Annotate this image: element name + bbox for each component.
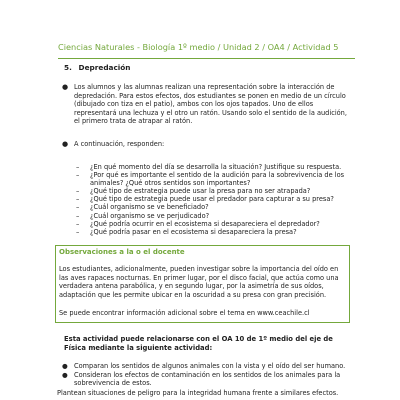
list-item xyxy=(76,212,356,220)
observations-link-text: Se puede encontrar información adicional sobre el tema en www.ceachile.cl xyxy=(59,309,310,317)
section-number: 5. xyxy=(64,63,72,72)
relation-bullet-list xyxy=(62,362,348,388)
dash-icon: – xyxy=(76,171,80,180)
dash-icon: – xyxy=(76,187,80,196)
list-item xyxy=(62,362,348,371)
question-text: ¿Qué tipo de estrategia puede usar el predador para capturar a su presa? xyxy=(90,195,334,204)
question-text: ¿Cuál organismo se ve perjudicado? xyxy=(90,211,210,220)
header-divider xyxy=(58,58,355,59)
bullet-icon: ● xyxy=(62,140,69,148)
list-item xyxy=(76,195,356,203)
followup-bullet xyxy=(62,140,352,149)
followup-text: A continuación, responden: xyxy=(74,140,165,148)
question-list xyxy=(76,163,356,236)
relation-bullet-text: Consideran los efectos de contaminación en los sentidos de los animales para la sobrevivencia de estos. xyxy=(74,370,341,388)
bullet-icon: ● xyxy=(62,83,69,91)
dash-icon: – xyxy=(76,211,80,220)
question-text: ¿En qué momento del día se desarrolla la situación? Justifique su respuesta. xyxy=(90,163,342,171)
relation-paragraph: Esta actividad puede relacionarse con el OA 10 de 1º medio del eje de Física mediante la siguiente actividad: xyxy=(64,335,333,352)
list-item xyxy=(62,371,348,388)
list-item xyxy=(76,163,356,171)
bullet-icon: ● xyxy=(62,370,68,379)
list-item xyxy=(76,228,356,236)
dash-icon: – xyxy=(76,227,80,236)
list-item xyxy=(76,220,356,228)
intro-text: Los alumnos y las alumnas realizan una representación sobre la interacción de depredación. Para estos efectos, dos estudiantes se ponen en medio de un círculo (dibujado con tiza en el patio), ambos con los ojos tapados. Uno de ellos representará una lechuza y el otro un ratón. Usando solo el sentido de la audición, el primero trata de atrapar al ratón. xyxy=(74,83,347,126)
dash-icon: – xyxy=(76,203,80,212)
section-heading xyxy=(64,63,131,72)
list-item xyxy=(76,171,356,187)
section-title: Depredación xyxy=(78,63,131,72)
list-item xyxy=(76,187,356,195)
question-text: ¿Qué podría pasar en el ecosistema si desapareciera la presa? xyxy=(90,227,297,236)
dash-icon: – xyxy=(76,163,80,171)
dash-icon: – xyxy=(76,219,80,228)
dash-icon: – xyxy=(76,195,80,204)
intro-bullet xyxy=(62,83,352,126)
footer-text: Plantean situaciones de peligro para la integridad humana frente a similares efectos. xyxy=(57,389,339,397)
observations-title: Observaciones a la o el docente xyxy=(59,248,185,256)
bullet-icon: ● xyxy=(62,362,68,370)
question-text: ¿Cuál organismo se ve beneficiado? xyxy=(90,203,209,212)
question-text: ¿Por qué es importante el sentido de la audición para la sobrevivencia de los animales? ¿Qué otros sentidos son importantes? xyxy=(90,171,345,188)
observations-text: Los estudiantes, adicionalmente, pueden investigar sobre la importancia del oído en las aves rapaces nocturnas. En primer lugar, por el disco facial, que actúa como una verdadera antena parabólica, y en segundo lugar, por la asimetría de sus oídos, adaptación que les permite ubicar en la oscuridad a su presa con gran precisión. xyxy=(59,265,339,300)
relation-bullet-text: Comparan los sentidos de algunos animales con la vista y el oído del ser humano. xyxy=(74,362,346,370)
question-text: ¿Qué podría ocurrir en el ecosistema si desapareciera el depredador? xyxy=(90,219,320,228)
teacher-observations-box xyxy=(55,245,350,323)
question-text: ¿Qué tipo de estrategia puede usar la presa para no ser atrapada? xyxy=(90,187,311,196)
page-header: Ciencias Naturales - Biología 1º medio / Unidad 2 / OA4 / Actividad 5 xyxy=(58,42,339,52)
list-item xyxy=(76,203,356,211)
